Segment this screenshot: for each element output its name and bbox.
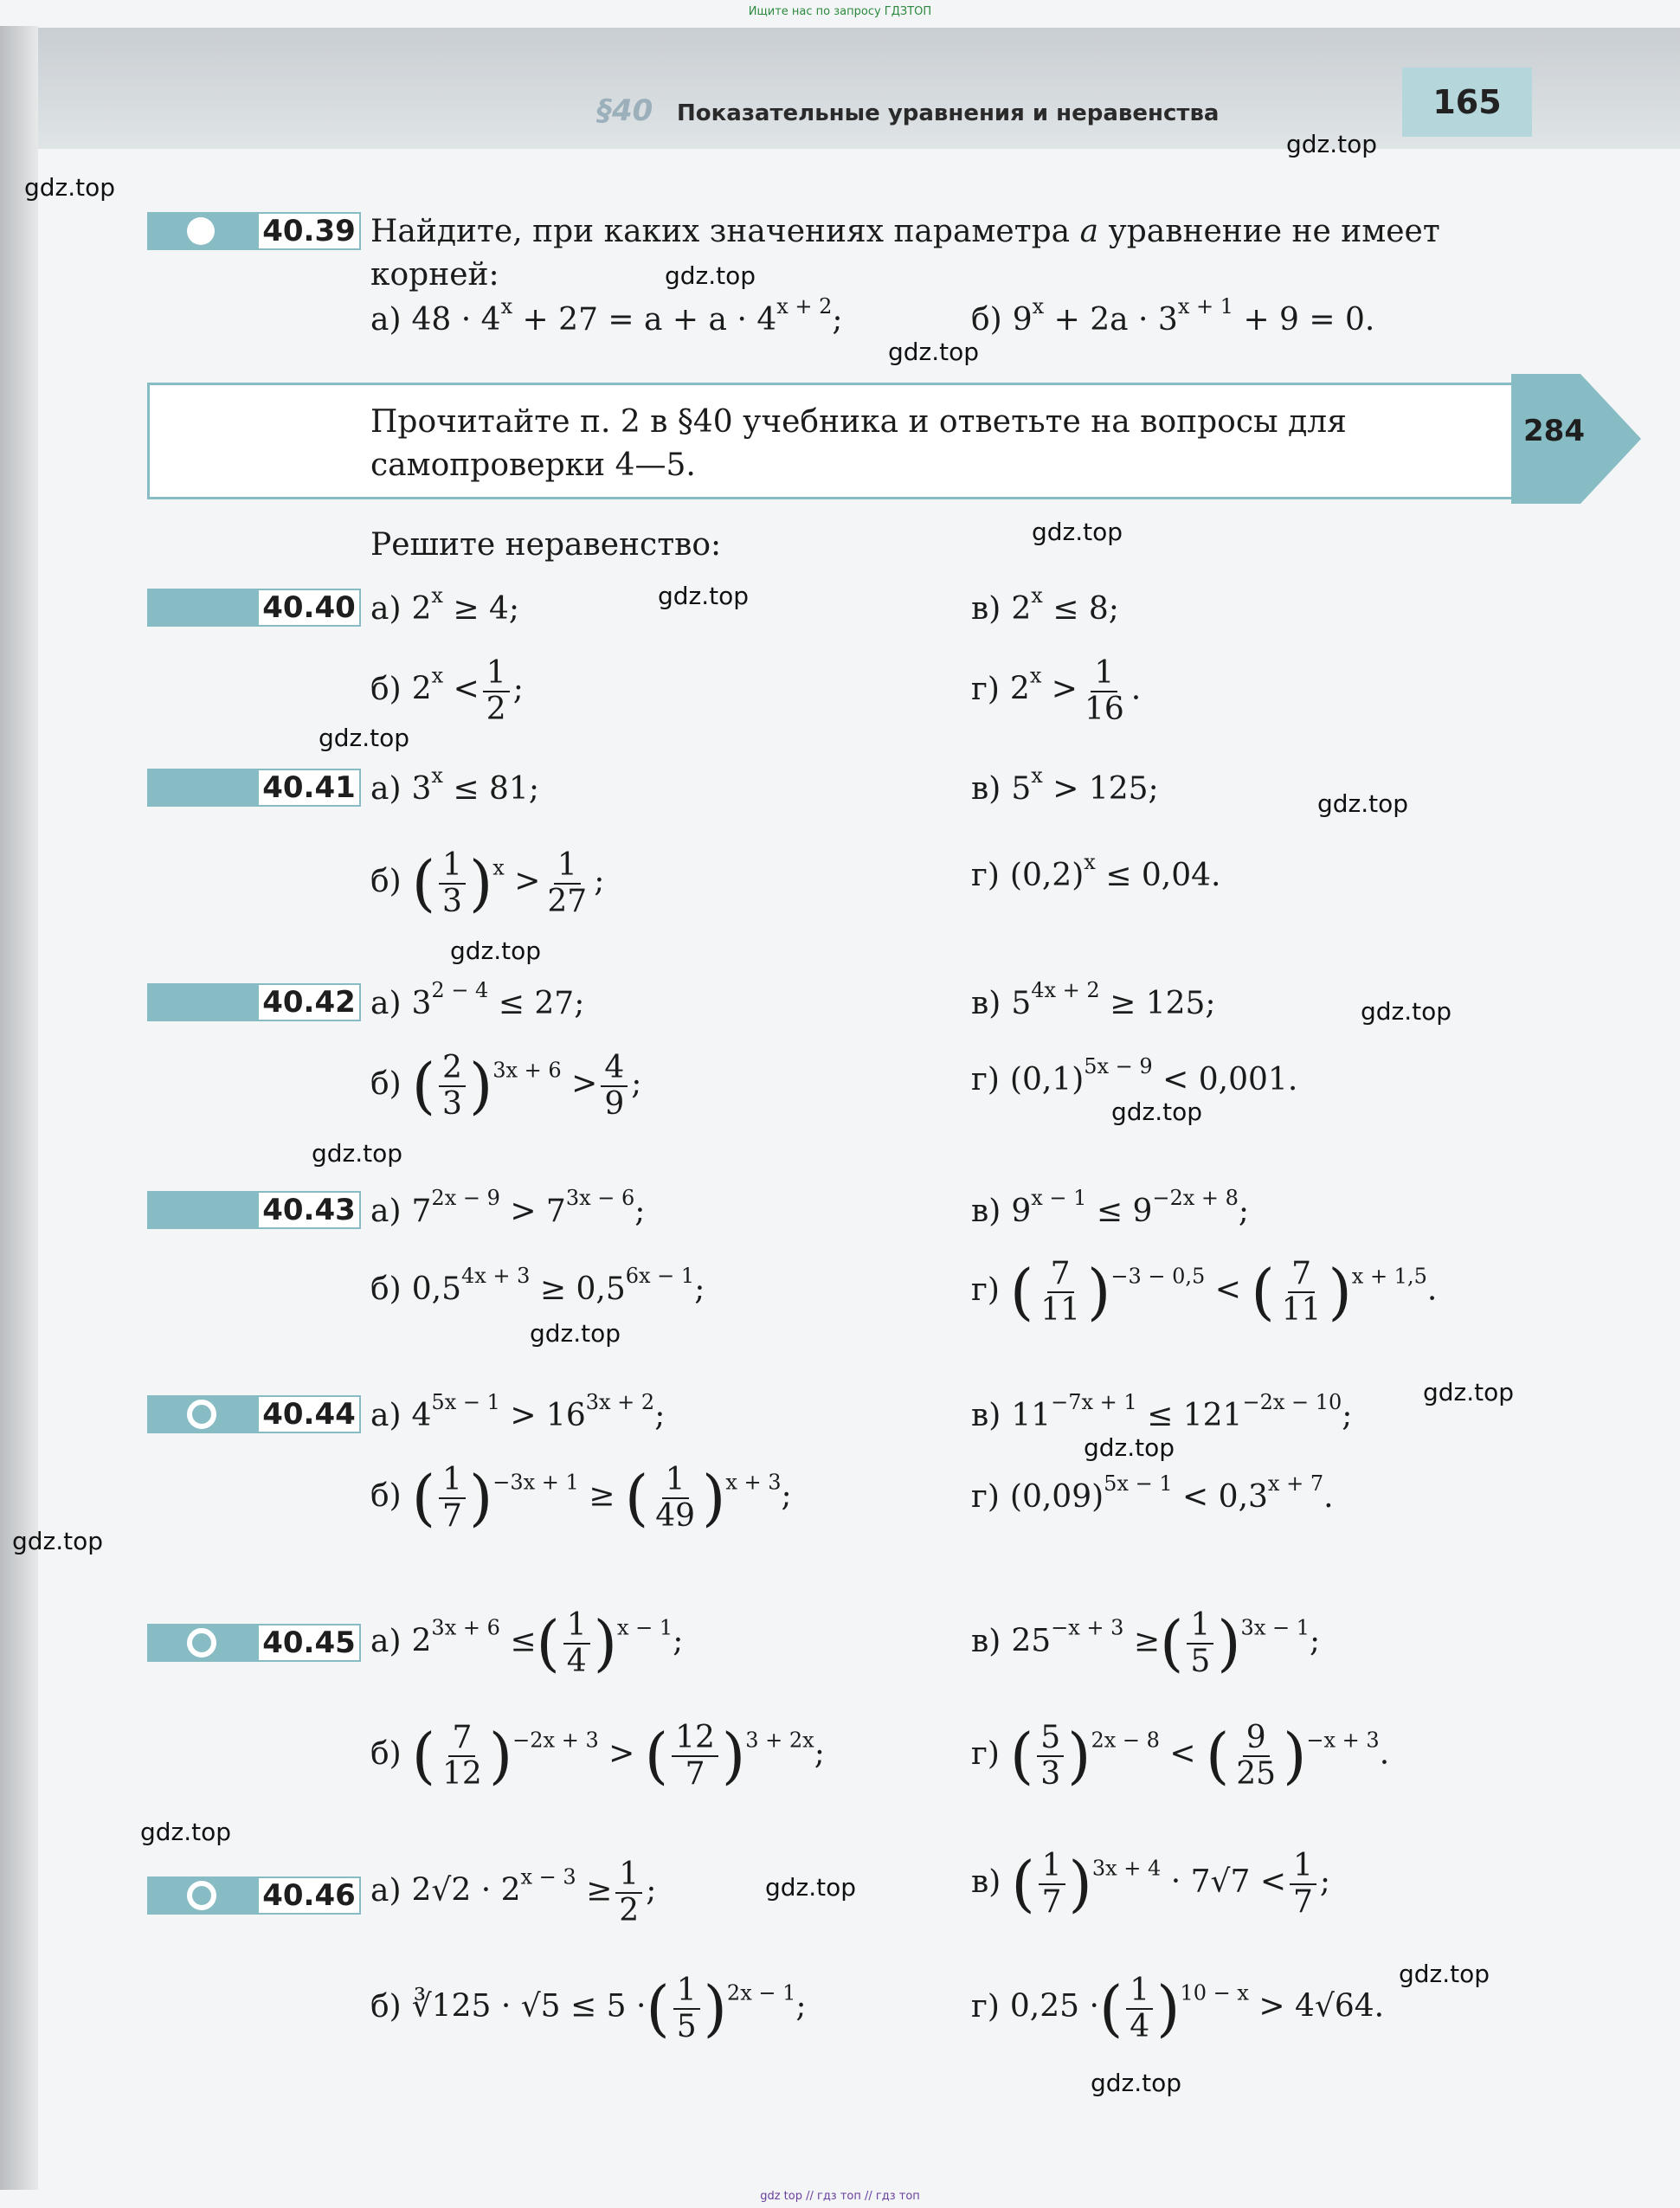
item-a: а) $3^x \le 81$; <box>370 763 539 807</box>
watermark: gdz.top <box>24 173 116 202</box>
watermark: gdz.top <box>450 937 542 965</box>
item-v: в) ( $\frac{1}{7}$ )$^{3x + 4}$ · 7√7 < $\frac{1}{7}$ ; <box>971 1848 1331 1920</box>
item-b: б) $2^x$ < $\frac{1}{2}$ ; <box>370 655 524 727</box>
info-line-1: Прочитайте п. 2 в §40 учебника и ответьте на вопросы для <box>370 404 1347 440</box>
top-note: Ищите нас по запросу ГДЗТОП <box>748 5 932 18</box>
watermark: gdz.top <box>312 1139 403 1168</box>
item-a: а) $2√2 \cdot 2^{x - 3}$ ≥ $\frac{1}{2}$ ; <box>370 1857 657 1928</box>
item-g: г) $2^x$ > $\frac{1}{16}$ . <box>971 655 1142 727</box>
item-a: а) $48 \cdot 4^x + 27 = a + a \cdot 4^{x + 2}$; <box>370 293 843 338</box>
item-v: в) $5^x > 125$; <box>971 763 1159 807</box>
problem-number: 40.40 <box>257 589 361 627</box>
watermark: gdz.top <box>1111 1098 1203 1126</box>
item-b: б) ( $\frac{1}{7}$ )$^{-3x + 1}$ ≥ ( $\frac{1}{49}$ )$^{x + 3}$; <box>370 1462 792 1534</box>
item-g: г) $(0,09)^{5x - 1} < 0,3^{x + 7}$. <box>971 1471 1334 1515</box>
item-v: в) $2^x \le 8$; <box>971 583 1119 627</box>
difficulty-ring-icon <box>187 1628 216 1658</box>
watermark: gdz.top <box>1361 997 1452 1026</box>
page-edge <box>0 26 38 2190</box>
watermark: gdz.top <box>530 1319 621 1348</box>
watermark: gdz.top <box>888 338 980 366</box>
problem-number: 40.45 <box>257 1624 361 1662</box>
watermark: gdz.top <box>765 1873 857 1902</box>
item-a: а) $3^{2 - 4} \le 27$; <box>370 977 585 1021</box>
watermark: gdz.top <box>1084 1433 1175 1462</box>
problem-number: 40.43 <box>257 1191 361 1229</box>
header-paragraph: §40 <box>597 93 653 128</box>
item-b: б) ( $\frac{7}{12}$ )$^{-2x + 3}$ > ( $\frac{12}{7}$ )$^{3 + 2x}$; <box>370 1720 825 1792</box>
item-b: б) $9^x + 2a \cdot 3^{x + 1} + 9 = 0$. <box>971 293 1375 338</box>
problem-number: 40.42 <box>257 983 361 1021</box>
item-g: г) 0,25 ·( $\frac{1}{4}$ )$^{10 - x}$ > 4√64. <box>971 1973 1385 2044</box>
item-b: б) $0,5^{4x + 3} \ge 0,5^{6x - 1}$; <box>370 1263 705 1307</box>
problem-number: 40.44 <box>257 1395 361 1433</box>
watermark: gdz.top <box>319 724 410 752</box>
problem-text: Найдите, при каких значениях параметра a уравнение не имеет <box>370 214 1440 249</box>
watermark: gdz.top <box>1091 2069 1182 2097</box>
info-line-2: самопроверки 4—5. <box>370 447 696 483</box>
item-v: в) $9^{x - 1} \le 9^{-2x + 8}$; <box>971 1185 1250 1229</box>
item-v: в) $11^{-7x + 1} \le 121^{-2x - 10}$; <box>971 1389 1353 1433</box>
item-a: а) $7^{2x - 9} > 7^{3x - 6}$; <box>370 1185 646 1229</box>
intro-text: Решите неравенство: <box>370 527 722 563</box>
info-box <box>147 383 1515 499</box>
watermark: gdz.top <box>140 1818 232 1846</box>
watermark: gdz.top <box>1423 1378 1515 1407</box>
item-g: г) $(0,1)^{5x - 9} < 0,001$. <box>971 1053 1298 1098</box>
page-number: 165 <box>1402 68 1532 137</box>
item-v: в) $25^{-x + 3}$ ≥( $\frac{1}{5}$ )$^{3x - 1}$; <box>971 1607 1321 1679</box>
reference-number: 284 <box>1523 414 1585 448</box>
item-b: б) ( $\frac{2}{3}$ )$^{3x + 6}$ > $\frac{4}{9}$ ; <box>370 1050 642 1122</box>
watermark: gdz.top <box>1032 518 1123 546</box>
item-a: а) $2^x \ge 4$; <box>370 583 520 627</box>
problem-number: 40.46 <box>257 1876 361 1915</box>
bottom-note: gdz top // гдз топ // гдз топ <box>760 2190 920 2203</box>
item-g: г) $(0,2)^x \le 0,04$. <box>971 849 1221 893</box>
difficulty-ring-icon <box>187 1400 216 1429</box>
difficulty-circle-icon <box>187 217 215 245</box>
difficulty-ring-icon <box>187 1881 216 1910</box>
watermark: gdz.top <box>1399 1960 1490 1988</box>
item-b: б) ( $\frac{1}{3}$ )$^x$ > $\frac{1}{27}$ ; <box>370 847 605 919</box>
item-g: г) ( $\frac{7}{11}$ )$^{-3 - 0,5}$ < ( $\frac{7}{11}$ )$^{x + 1,5}$. <box>971 1256 1438 1328</box>
item-b: б) ∛125 · √5 ≤ 5 ·( $\frac{1}{5}$ )$^{2x - 1}$; <box>370 1973 807 2044</box>
problem-number: 40.39 <box>257 212 361 250</box>
problem-text-2: корней: <box>370 257 499 293</box>
watermark: gdz.top <box>1286 130 1378 158</box>
item-a: а) $2^{3x + 6}$ ≤( $\frac{1}{4}$ )$^{x - 1}$; <box>370 1607 684 1679</box>
header-title: Показательные уравнения и неравенства <box>677 100 1220 126</box>
watermark: gdz.top <box>658 582 750 610</box>
item-a: а) $4^{5x - 1} > 16^{3x + 2}$; <box>370 1389 666 1433</box>
item-v: в) $5^{4x + 2} \ge 125$; <box>971 977 1216 1021</box>
problem-number: 40.41 <box>257 769 361 807</box>
watermark: gdz.top <box>12 1527 104 1555</box>
watermark: gdz.top <box>1317 789 1409 818</box>
watermark: gdz.top <box>665 261 756 290</box>
item-g: г) ( $\frac{5}{3}$ )$^{2x - 8}$ < ( $\frac{9}{25}$ )$^{-x + 3}$. <box>971 1720 1390 1792</box>
